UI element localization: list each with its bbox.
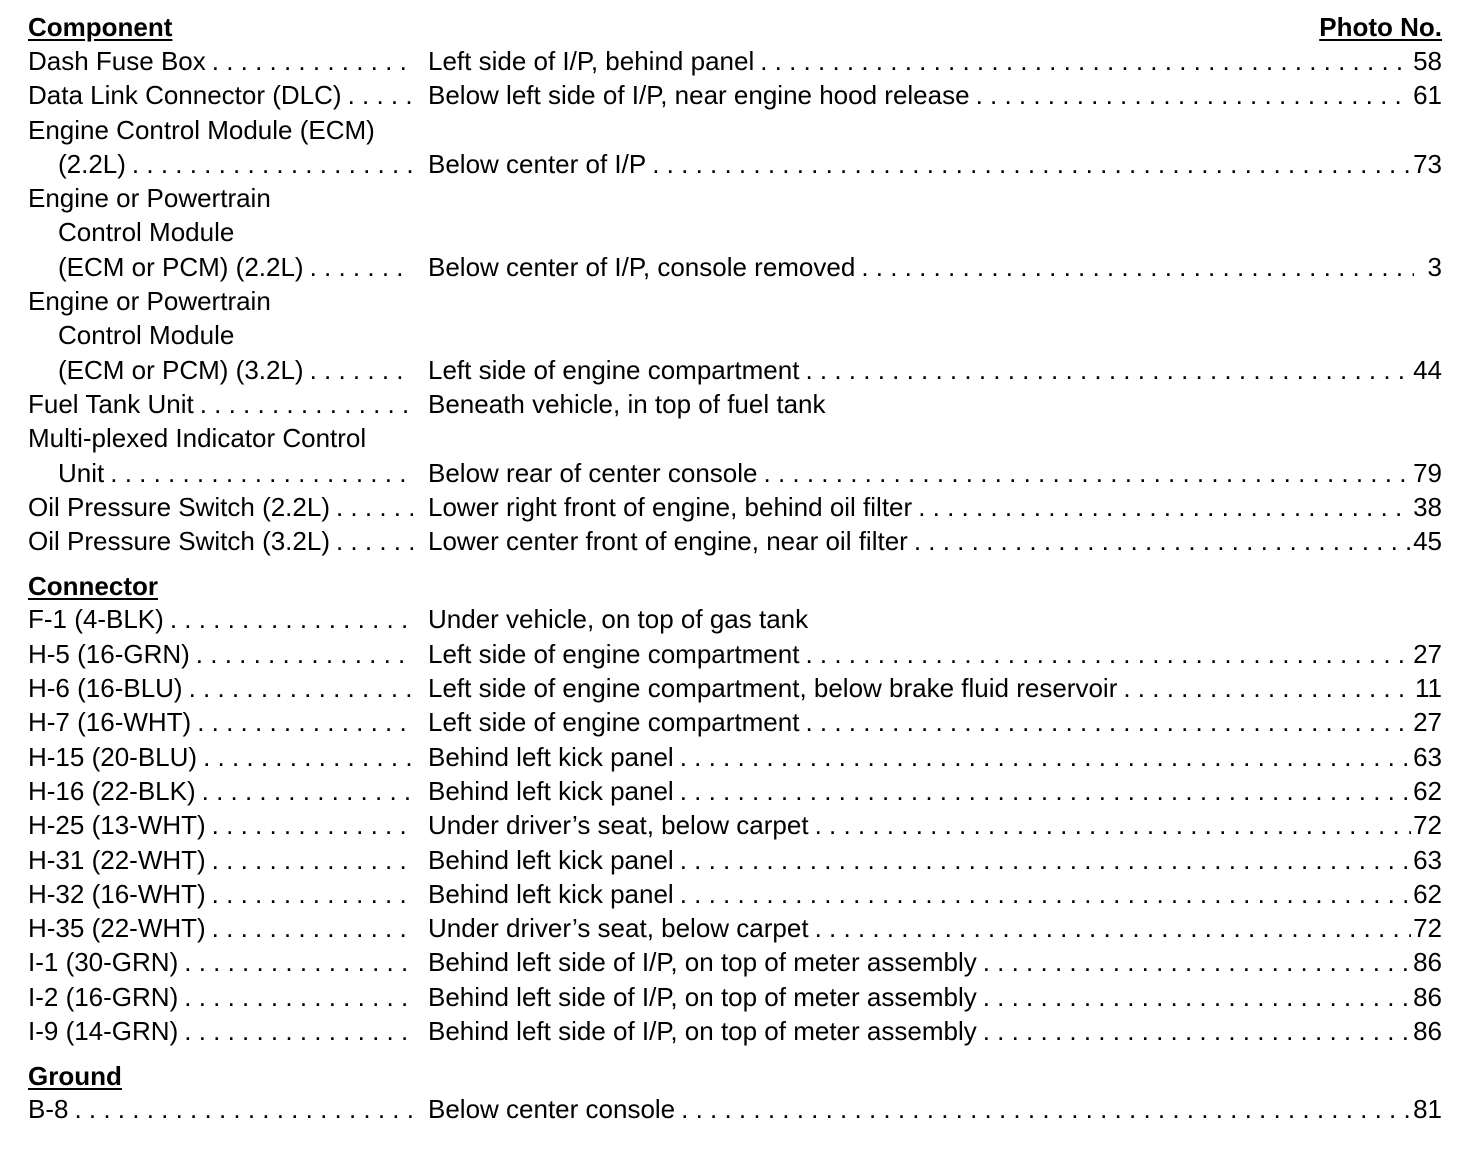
location-text: Behind left side of I/P, on top of meter assembly bbox=[428, 1016, 977, 1047]
table-row bbox=[28, 113, 1442, 147]
location-text: Below left side of I/P, near engine hood release bbox=[428, 80, 970, 111]
dot-leader bbox=[178, 1014, 413, 1048]
photo-number: 27 bbox=[1413, 638, 1442, 669]
dot-leader bbox=[206, 877, 413, 911]
table-row bbox=[28, 911, 1442, 945]
item-name: H-31 (22-WHT) bbox=[28, 844, 206, 875]
item-name-cell bbox=[28, 490, 413, 524]
location-cell bbox=[413, 602, 1442, 636]
dot-leader bbox=[304, 353, 413, 387]
location-text: Below center console bbox=[428, 1094, 676, 1125]
item-name: (2.2L) bbox=[58, 148, 126, 179]
dot-leader bbox=[675, 1092, 1411, 1126]
dot-leader bbox=[855, 250, 1414, 284]
connector-section bbox=[28, 602, 1442, 1048]
table-row bbox=[28, 740, 1442, 774]
table-header bbox=[28, 10, 1442, 44]
item-name: F-1 (4-BLK) bbox=[28, 604, 164, 635]
dot-leader bbox=[197, 740, 413, 774]
table-row bbox=[28, 284, 1442, 318]
table-row bbox=[28, 637, 1442, 671]
connector-section-header bbox=[28, 558, 1442, 602]
table-row bbox=[28, 147, 1442, 181]
photo-number: 11 bbox=[1415, 673, 1442, 704]
item-name: Dash Fuse Box bbox=[28, 46, 206, 76]
dot-leader bbox=[178, 945, 413, 979]
table-row bbox=[28, 843, 1442, 877]
item-name-cell bbox=[28, 524, 413, 558]
dot-leader bbox=[674, 877, 1411, 911]
table-row bbox=[28, 1092, 1442, 1126]
dot-leader bbox=[206, 808, 413, 842]
ground-section-header bbox=[28, 1048, 1442, 1092]
table-row bbox=[28, 945, 1442, 979]
item-name: H-25 (13-WHT) bbox=[28, 810, 206, 841]
photo-number: 58 bbox=[1413, 46, 1442, 76]
dot-leader bbox=[194, 387, 413, 421]
location-text: Below center of I/P bbox=[428, 148, 647, 179]
dot-leader bbox=[206, 911, 413, 945]
location-cell bbox=[413, 456, 1442, 490]
dot-leader bbox=[196, 774, 413, 808]
dot-leader bbox=[674, 843, 1411, 877]
table-row bbox=[28, 524, 1442, 558]
location-cell bbox=[413, 911, 1442, 945]
item-name-cell bbox=[28, 1014, 413, 1048]
table-row bbox=[28, 387, 1442, 421]
location-text: Behind left side of I/P, on top of meter assembly bbox=[428, 947, 977, 978]
photo-number: 81 bbox=[1413, 1094, 1442, 1125]
item-name-cell bbox=[28, 421, 413, 455]
table-row bbox=[28, 421, 1442, 455]
dot-leader bbox=[977, 980, 1411, 1014]
location-text: Left side of engine compartment bbox=[428, 707, 800, 738]
location-cell bbox=[413, 44, 1442, 78]
table-row bbox=[28, 877, 1442, 911]
dot-leader bbox=[190, 637, 413, 671]
item-name: H-15 (20-BLU) bbox=[28, 741, 198, 772]
dot-leader bbox=[809, 808, 1412, 842]
dot-leader bbox=[206, 843, 413, 877]
location-cell bbox=[413, 705, 1442, 739]
location-text: Left side of engine compartment bbox=[428, 354, 800, 385]
location-cell bbox=[413, 524, 1442, 558]
item-name: H-32 (16-WHT) bbox=[28, 878, 206, 909]
location-text: Behind left kick panel bbox=[428, 741, 674, 772]
location-text: Left side of engine compartment, below brake fluid reservoir bbox=[428, 673, 1118, 704]
item-name: H-16 (22-BLK) bbox=[28, 775, 196, 806]
photo-number: 27 bbox=[1413, 707, 1442, 738]
item-name: I-2 (16-GRN) bbox=[28, 981, 179, 1012]
table-row bbox=[28, 808, 1442, 842]
photo-number: 61 bbox=[1413, 80, 1442, 111]
location-text: Behind left side of I/P, on top of meter assembly bbox=[428, 981, 977, 1012]
item-name: H-6 (16-BLU) bbox=[28, 673, 183, 704]
dot-leader bbox=[799, 637, 1411, 671]
photo-number: 86 bbox=[1413, 981, 1442, 1012]
table-row bbox=[28, 671, 1442, 705]
table-row bbox=[28, 1014, 1442, 1048]
dot-leader bbox=[330, 490, 413, 524]
table-row bbox=[28, 44, 1442, 78]
item-name-cell bbox=[28, 980, 413, 1014]
item-name: Fuel Tank Unit bbox=[28, 388, 194, 419]
dot-leader bbox=[754, 44, 1411, 78]
item-name-cell bbox=[28, 387, 413, 421]
location-text: Left side of engine compartment bbox=[428, 638, 800, 669]
item-name: Engine Control Module (ECM) bbox=[28, 114, 375, 145]
photo-number: 73 bbox=[1413, 148, 1442, 179]
photo-number: 44 bbox=[1413, 354, 1442, 385]
dot-leader bbox=[799, 705, 1411, 739]
location-cell bbox=[413, 637, 1442, 671]
location-text: Below center of I/P, console removed bbox=[428, 251, 856, 282]
dot-leader bbox=[104, 456, 413, 490]
item-name: Control Module bbox=[58, 320, 235, 351]
item-name: Multi-plexed Indicator Control bbox=[28, 423, 367, 454]
photo-number: 45 bbox=[1413, 526, 1442, 557]
component-section bbox=[28, 44, 1442, 558]
table-row bbox=[28, 318, 1442, 352]
photo-number: 72 bbox=[1413, 913, 1442, 944]
item-name-cell bbox=[28, 877, 413, 911]
location-cell bbox=[413, 877, 1442, 911]
table-row bbox=[28, 705, 1442, 739]
dot-leader bbox=[126, 147, 413, 181]
item-name: Data Link Connector (DLC) bbox=[28, 80, 342, 111]
item-name-cell bbox=[28, 843, 413, 877]
photo-number: 72 bbox=[1413, 810, 1442, 841]
dot-leader bbox=[799, 353, 1411, 387]
photo-number: 79 bbox=[1413, 457, 1442, 488]
item-name-cell bbox=[28, 602, 413, 636]
table-row bbox=[28, 353, 1442, 387]
item-name: B-8 bbox=[28, 1094, 69, 1125]
location-cell bbox=[413, 1014, 1442, 1048]
location-cell bbox=[413, 387, 1442, 421]
item-name-cell bbox=[28, 44, 413, 78]
location-cell bbox=[413, 353, 1442, 387]
item-name-cell bbox=[28, 318, 413, 352]
location-text: Behind left kick panel bbox=[428, 878, 674, 909]
dot-leader bbox=[977, 945, 1411, 979]
ground-section bbox=[28, 1092, 1442, 1126]
item-name-cell bbox=[28, 456, 413, 490]
table-row bbox=[28, 490, 1442, 524]
dot-leader bbox=[977, 1014, 1411, 1048]
item-name: I-1 (30-GRN) bbox=[28, 947, 179, 978]
dot-leader bbox=[164, 602, 413, 636]
photo-number: 86 bbox=[1413, 947, 1442, 978]
location-cell bbox=[413, 740, 1442, 774]
table-row bbox=[28, 215, 1442, 249]
photo-number: 62 bbox=[1413, 878, 1442, 909]
item-name: (ECM or PCM) (3.2L) bbox=[58, 354, 304, 385]
item-name: Oil Pressure Switch (2.2L) bbox=[28, 491, 330, 522]
item-name: H-35 (22-WHT) bbox=[28, 913, 206, 944]
item-name-cell bbox=[28, 353, 413, 387]
dot-leader bbox=[912, 490, 1411, 524]
dot-leader bbox=[342, 78, 413, 112]
item-name: Oil Pressure Switch (3.2L) bbox=[28, 526, 330, 557]
location-cell bbox=[413, 808, 1442, 842]
location-text: Lower center front of engine, near oil filter bbox=[428, 526, 908, 557]
item-name: Engine or Powertrain bbox=[28, 183, 271, 214]
table-row bbox=[28, 181, 1442, 215]
dot-leader bbox=[970, 78, 1412, 112]
table-row bbox=[28, 980, 1442, 1014]
dot-leader bbox=[304, 250, 413, 284]
item-name-cell bbox=[28, 671, 413, 705]
item-name: H-5 (16-GRN) bbox=[28, 638, 190, 669]
item-name-cell bbox=[28, 215, 413, 249]
photo-number: 63 bbox=[1413, 741, 1442, 772]
location-text: Under driver’s seat, below carpet bbox=[428, 913, 809, 944]
photo-no-heading: Photo No. bbox=[1319, 12, 1442, 42]
item-name-cell bbox=[28, 181, 413, 215]
dot-leader bbox=[178, 980, 413, 1014]
dot-leader bbox=[758, 456, 1412, 490]
photo-number: 38 bbox=[1413, 491, 1442, 522]
item-name: Unit bbox=[58, 457, 105, 488]
table-row bbox=[28, 602, 1442, 636]
location-cell bbox=[413, 671, 1442, 705]
location-text: Behind left kick panel bbox=[428, 844, 674, 875]
location-cell bbox=[413, 843, 1442, 877]
photo-number: 63 bbox=[1413, 844, 1442, 875]
item-name-cell bbox=[28, 774, 413, 808]
item-name-cell bbox=[28, 1092, 413, 1126]
dot-leader bbox=[646, 147, 1411, 181]
location-cell bbox=[413, 147, 1442, 181]
dot-leader bbox=[183, 671, 413, 705]
dot-leader bbox=[68, 1092, 413, 1126]
item-name: I-9 (14-GRN) bbox=[28, 1016, 179, 1047]
item-name-cell bbox=[28, 113, 413, 147]
item-name: Engine or Powertrain bbox=[28, 286, 271, 317]
location-text: Below rear of center console bbox=[428, 457, 758, 488]
item-name: (ECM or PCM) (2.2L) bbox=[58, 251, 304, 282]
table-row bbox=[28, 456, 1442, 490]
dot-leader bbox=[674, 774, 1411, 808]
location-cell bbox=[413, 78, 1442, 112]
dot-leader bbox=[330, 524, 413, 558]
location-text: Beneath vehicle, in top of fuel tank bbox=[428, 388, 826, 419]
item-name-cell bbox=[28, 945, 413, 979]
item-name-cell bbox=[28, 705, 413, 739]
location-cell bbox=[413, 774, 1442, 808]
table-row bbox=[28, 774, 1442, 808]
location-text: Lower right front of engine, behind oil filter bbox=[428, 491, 913, 522]
dot-leader bbox=[908, 524, 1411, 558]
location-cell bbox=[413, 980, 1442, 1014]
dot-leader bbox=[206, 44, 413, 78]
item-name-cell bbox=[28, 250, 413, 284]
item-name-cell bbox=[28, 78, 413, 112]
location-cell bbox=[413, 250, 1442, 284]
dot-leader bbox=[191, 705, 413, 739]
item-name-cell bbox=[28, 147, 413, 181]
item-name-cell bbox=[28, 284, 413, 318]
table-row bbox=[28, 78, 1442, 112]
dot-leader bbox=[674, 740, 1411, 774]
item-name-cell bbox=[28, 740, 413, 774]
location-cell bbox=[413, 490, 1442, 524]
component-heading: Component bbox=[28, 12, 173, 42]
component-location-table bbox=[28, 10, 1442, 1127]
table-row bbox=[28, 250, 1442, 284]
photo-number: 62 bbox=[1413, 775, 1442, 806]
location-text: Behind left kick panel bbox=[428, 775, 674, 806]
dot-leader bbox=[809, 911, 1412, 945]
item-name-cell bbox=[28, 911, 413, 945]
location-text: Under driver’s seat, below carpet bbox=[428, 810, 809, 841]
photo-number: 86 bbox=[1413, 1016, 1442, 1047]
ground-heading: Ground bbox=[28, 1061, 122, 1092]
item-name: H-7 (16-WHT) bbox=[28, 707, 192, 738]
location-cell bbox=[413, 945, 1442, 979]
item-name-cell bbox=[28, 808, 413, 842]
connector-heading: Connector bbox=[28, 571, 158, 602]
item-name: Control Module bbox=[58, 217, 235, 248]
photo-number: 3 bbox=[1427, 251, 1442, 282]
location-cell bbox=[413, 1092, 1442, 1126]
dot-leader bbox=[1117, 671, 1413, 705]
location-text: Left side of I/P, behind panel bbox=[428, 46, 755, 76]
location-text: Under vehicle, on top of gas tank bbox=[428, 604, 809, 635]
item-name-cell bbox=[28, 637, 413, 671]
